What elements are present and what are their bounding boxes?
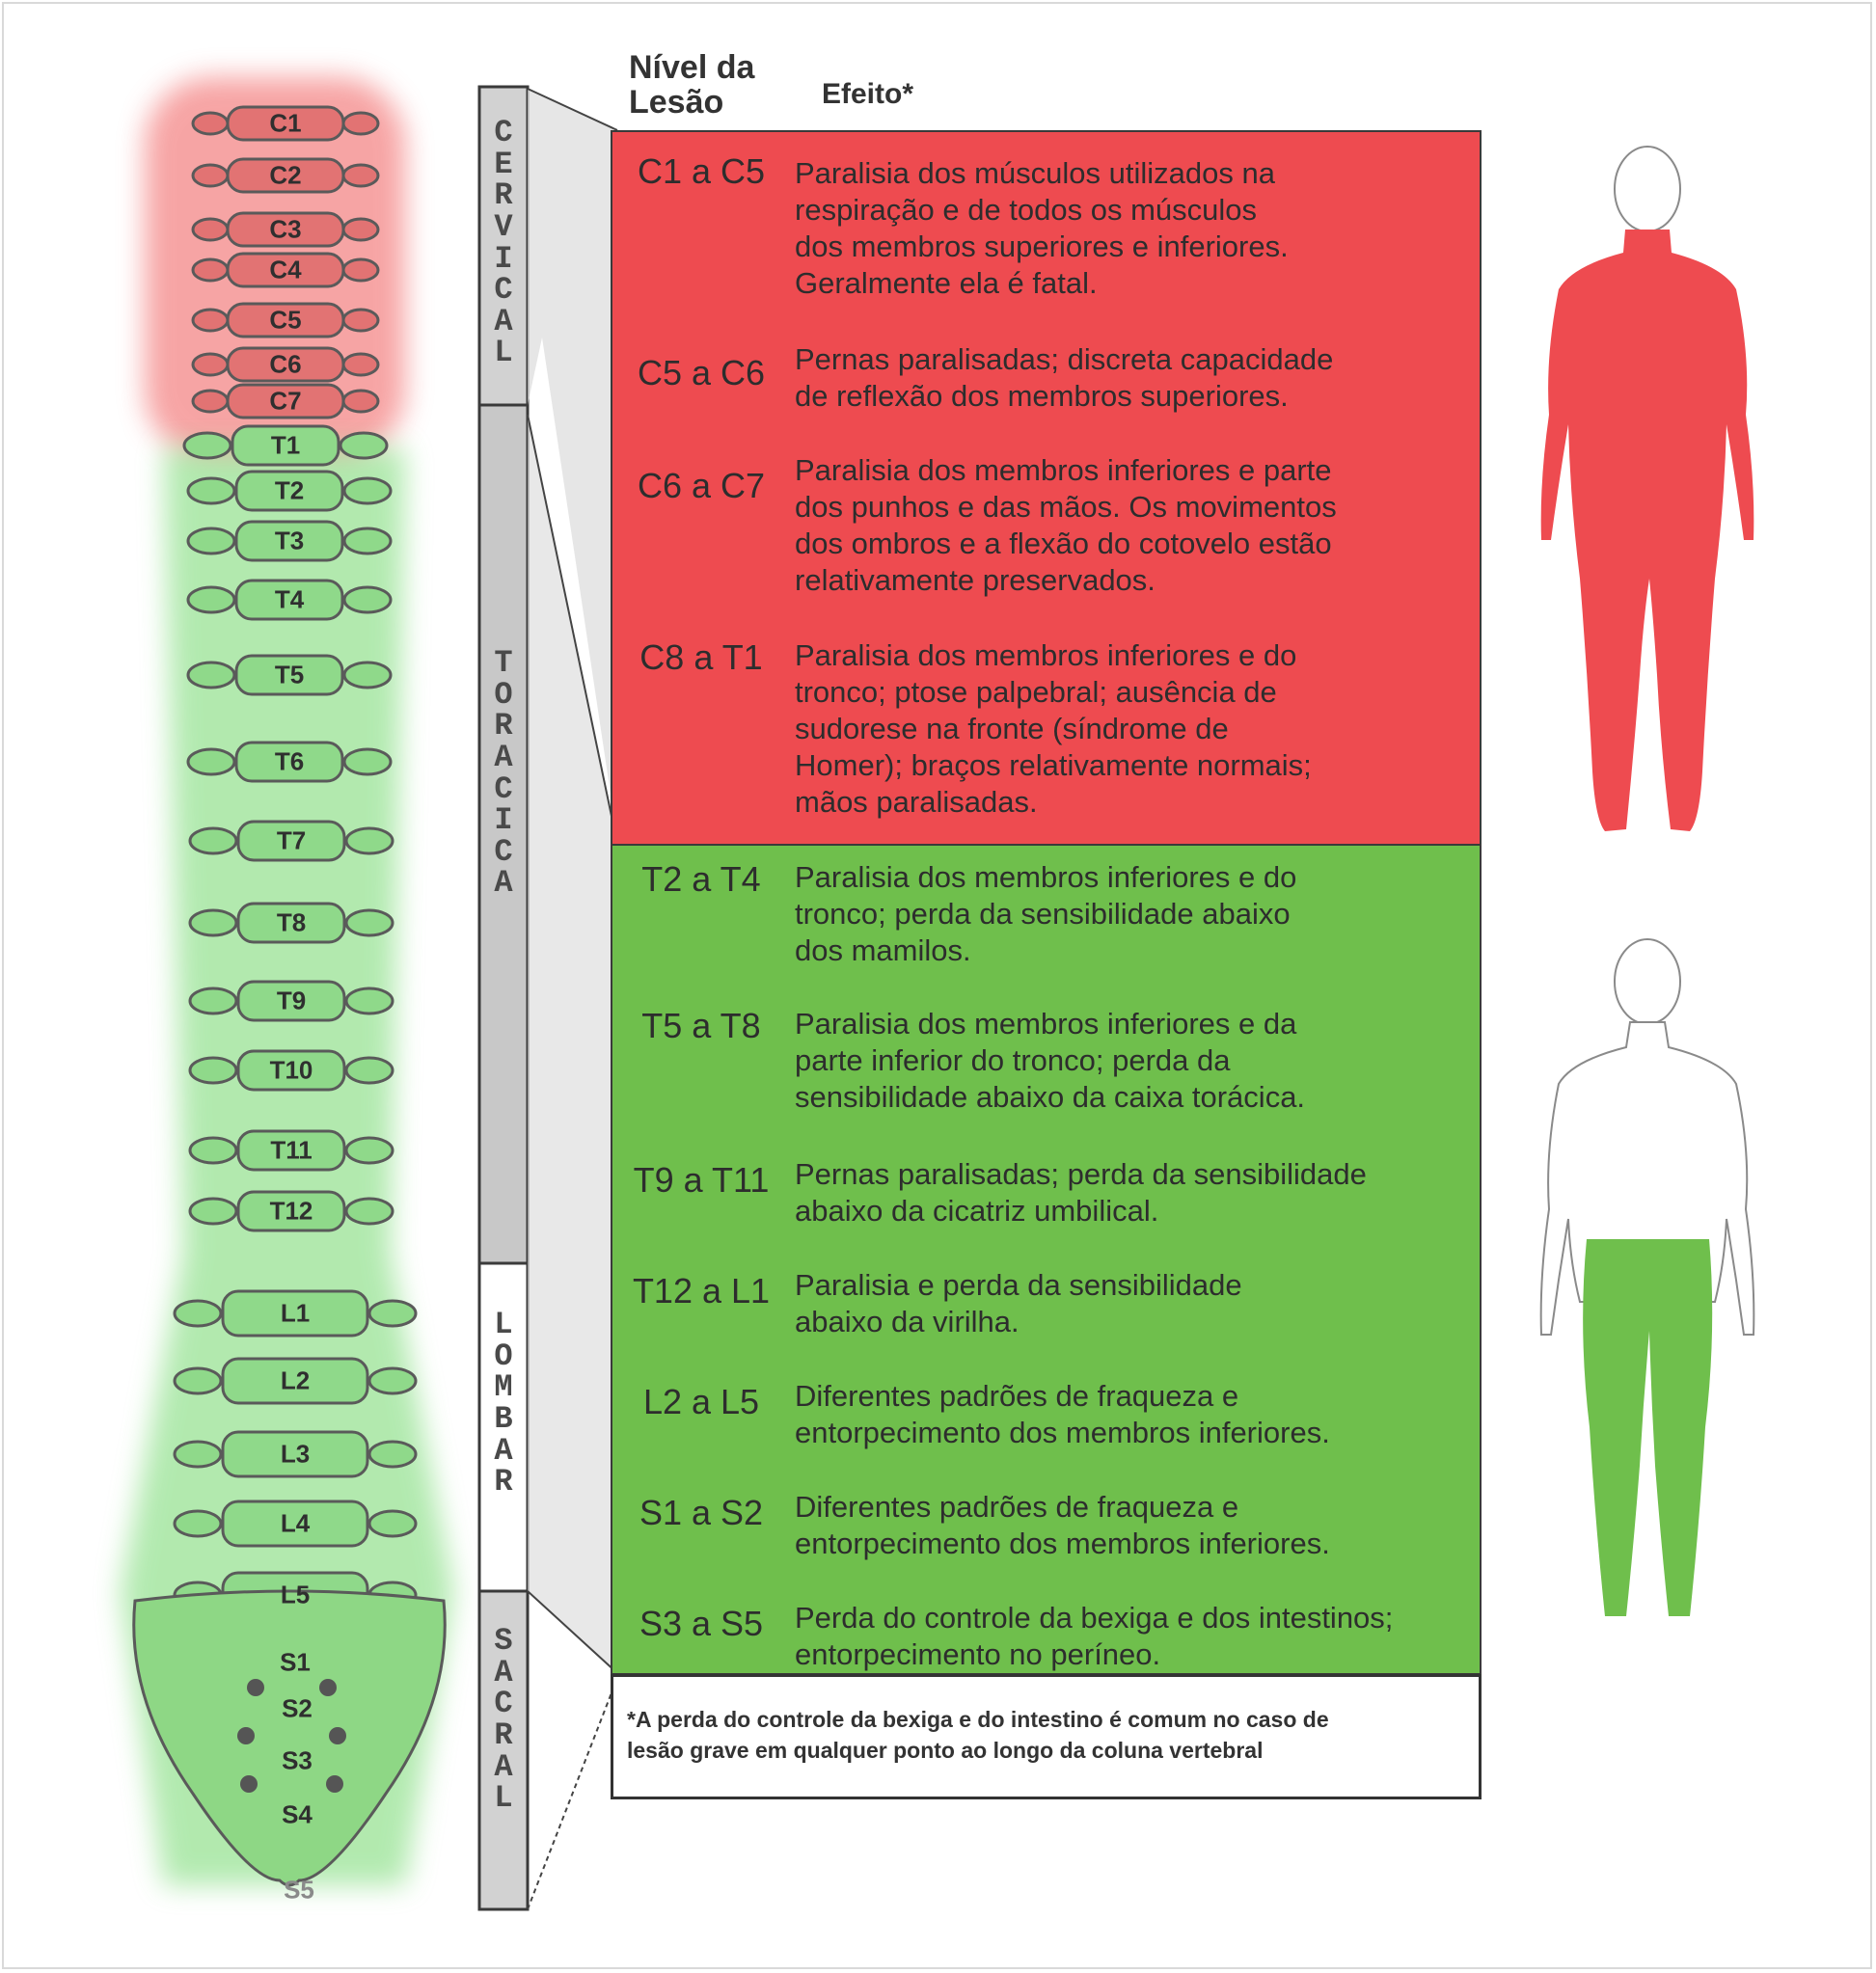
vertebra-process <box>190 828 236 853</box>
vertebra-process <box>343 219 378 240</box>
vertebra-label-t2: T2 <box>274 475 305 505</box>
effect-cell: Paralisia dos músculos utilizados na respiração e de todos os músculos dos membros superiores e inferiores. Geralmente ela é fatal. <box>795 156 1289 300</box>
vertebra-label-c1: C1 <box>269 108 302 138</box>
vertebra-process <box>188 662 234 688</box>
vertebra-process <box>190 1058 236 1083</box>
effect-cell: Pernas paralisadas; discreta capacidade de reflexão dos membros superiores. <box>795 342 1334 413</box>
vertebra-process <box>175 1442 221 1467</box>
vertebra-label-s4: S4 <box>282 1799 313 1829</box>
vertebra-process <box>344 478 391 503</box>
vertebra-process <box>193 354 228 375</box>
vertebra-process <box>369 1368 416 1393</box>
effect-cell: Perda do controle da bexiga e dos intestinos; entorpecimento no períneo. <box>795 1601 1394 1671</box>
body-silhouette-lower <box>1541 939 1754 1616</box>
vertebra-label-t7: T7 <box>276 825 307 855</box>
vertebra-process <box>193 219 228 240</box>
vertebra-process <box>344 528 391 554</box>
vertebra-label-c6: C6 <box>269 349 302 379</box>
footnote-box <box>611 1674 1482 1799</box>
vertebra-process <box>369 1442 416 1467</box>
body-silhouette-upper <box>1541 147 1754 831</box>
region-label-sacral: S A C R A L <box>494 1623 513 1817</box>
vertebra-label-t9: T9 <box>276 986 307 1015</box>
effect-cell: Paralisia dos membros inferiores e do tronco; perda da sensibilidade abaixo dos mamilos. <box>795 860 1297 967</box>
vertebra-label-t11: T11 <box>270 1135 313 1165</box>
level-cell: S1 a S2 <box>639 1493 764 1532</box>
vertebra-process <box>344 662 391 688</box>
vertebra-label-l3: L3 <box>280 1439 311 1469</box>
vertebra-label-t6: T6 <box>274 746 305 776</box>
effect-cell: Pernas paralisadas; perda da sensibilidade abaixo da cicatriz umbilical. <box>795 1157 1367 1228</box>
level-cell: C8 a T1 <box>639 637 763 677</box>
vertebra-label-c4: C4 <box>269 255 302 284</box>
vertebra-label-t3: T3 <box>274 526 305 555</box>
vertebra-process <box>346 1058 393 1083</box>
vertebra-label-s1: S1 <box>280 1647 311 1677</box>
vertebra-process <box>175 1368 221 1393</box>
vertebra-process <box>193 391 228 412</box>
vertebra-label-t10: T10 <box>269 1055 313 1085</box>
red-severity-block <box>611 130 1482 846</box>
level-cell: T9 a T11 <box>633 1160 770 1200</box>
sacral-foramen <box>237 1727 255 1744</box>
vertebra-process <box>188 749 234 774</box>
vertebra-label-c5: C5 <box>269 305 302 335</box>
sacral-foramen <box>326 1775 343 1793</box>
sacral-foramen <box>240 1775 258 1793</box>
vertebra-process <box>188 528 234 554</box>
level-cell: C5 a C6 <box>637 353 766 392</box>
vertebra-label-s3: S3 <box>282 1745 313 1775</box>
green-severity-block <box>611 844 1482 1675</box>
level-cell: S3 a S5 <box>639 1604 764 1643</box>
vertebra-label-l5: L5 <box>280 1580 311 1609</box>
effect-cell: Diferentes padrões de fraqueza e entorpecimento dos membros inferiores. <box>795 1490 1330 1560</box>
region-label-lumbar: L O M B A R <box>494 1307 513 1500</box>
vertebra-process <box>346 1199 393 1224</box>
vertebra-process <box>369 1301 416 1326</box>
effect-cell: Paralisia dos membros inferiores e da parte inferior do tronco; perda da sensibilidade abaixo da caixa torácica. <box>795 1007 1306 1114</box>
vertebra-process <box>190 988 236 1014</box>
vertebra-process <box>343 165 378 186</box>
vertebra-process <box>343 113 378 134</box>
effect-cell: Paralisia dos membros inferiores e parte dos punhos e das mãos. Os movimentos dos ombros e a flexão do cotovelo estão relativamente preservados. <box>795 453 1337 597</box>
level-cell: T2 a T4 <box>641 859 761 899</box>
vertebra-process <box>188 587 234 612</box>
vertebra-process <box>190 1138 236 1163</box>
vertebra-process <box>190 910 236 935</box>
effect-cell: Paralisia dos membros inferiores e do tronco; ptose palpebral; ausência de sudorese na fronte (síndrome de Homer); braços relativamente normais; mãos paralisadas. <box>795 638 1312 819</box>
vertebra-process <box>340 433 387 458</box>
effect-cell: Paralisia e perda da sensibilidade abaixo da virilha. <box>795 1268 1242 1338</box>
vertebra-process <box>369 1511 416 1536</box>
vertebra-process <box>343 259 378 281</box>
vertebra-label-c7: C7 <box>269 386 302 416</box>
vertebra-label-c3: C3 <box>269 214 302 244</box>
header-effect: Efeito* <box>822 78 914 110</box>
vertebra-label-t5: T5 <box>274 660 305 689</box>
vertebra-label-l4: L4 <box>280 1508 311 1538</box>
vertebra-process <box>175 1511 221 1536</box>
vertebra-process <box>346 1138 393 1163</box>
sacral-foramen <box>329 1727 346 1744</box>
vertebra-process <box>193 259 228 281</box>
vertebra-process <box>193 113 228 134</box>
vertebra-process <box>190 1199 236 1224</box>
body-upper-red-fill <box>1541 230 1754 831</box>
footnote-text: *A perda do controle da bexiga e do intestino é comum no caso de lesão grave em qualquer ponto ao longo da coluna vertebral <box>627 1707 1329 1763</box>
vertebra-process <box>175 1301 221 1326</box>
vertebra-process <box>343 310 378 331</box>
vertebra-label-t8: T8 <box>276 907 307 937</box>
vertebra-process <box>193 165 228 186</box>
vertebra-process <box>346 910 393 935</box>
connector-line <box>528 1678 617 1909</box>
vertebra-process <box>344 587 391 612</box>
vertebra-label-s2: S2 <box>282 1693 313 1723</box>
region-label-thoracic: T O R A C I C A <box>494 645 513 902</box>
vertebra-label-s5: S5 <box>284 1875 314 1905</box>
vertebra-label-t1: T1 <box>270 430 301 460</box>
vertebra-process <box>343 354 378 375</box>
body-lower-green-legs <box>1583 1239 1712 1616</box>
vertebra-process <box>184 433 231 458</box>
vertebra-process <box>193 310 228 331</box>
vertebra-label-t4: T4 <box>274 584 305 614</box>
vertebra-label-c2: C2 <box>269 160 302 190</box>
region-label-cervical: C E R V I C A L <box>494 115 513 371</box>
level-cell: C6 a C7 <box>637 466 766 505</box>
vertebra-label-l1: L1 <box>280 1298 311 1328</box>
vertebra-process <box>188 478 234 503</box>
effect-cell: Diferentes padrões de fraqueza e entorpecimento dos membros inferiores. <box>795 1379 1330 1449</box>
vertebra-process <box>346 988 393 1014</box>
vertebra-process <box>344 749 391 774</box>
vertebra-process <box>346 828 393 853</box>
vertebra-process <box>343 391 378 412</box>
level-cell: C1 a C5 <box>637 151 766 191</box>
vertebra-label-l2: L2 <box>280 1365 311 1395</box>
level-cell: L2 a L5 <box>642 1382 760 1421</box>
level-cell: T12 a L1 <box>632 1271 771 1311</box>
vertebra-label-t12: T12 <box>269 1196 313 1226</box>
header-level: Nível da Lesão <box>629 49 755 121</box>
level-cell: T5 a T8 <box>641 1006 761 1045</box>
